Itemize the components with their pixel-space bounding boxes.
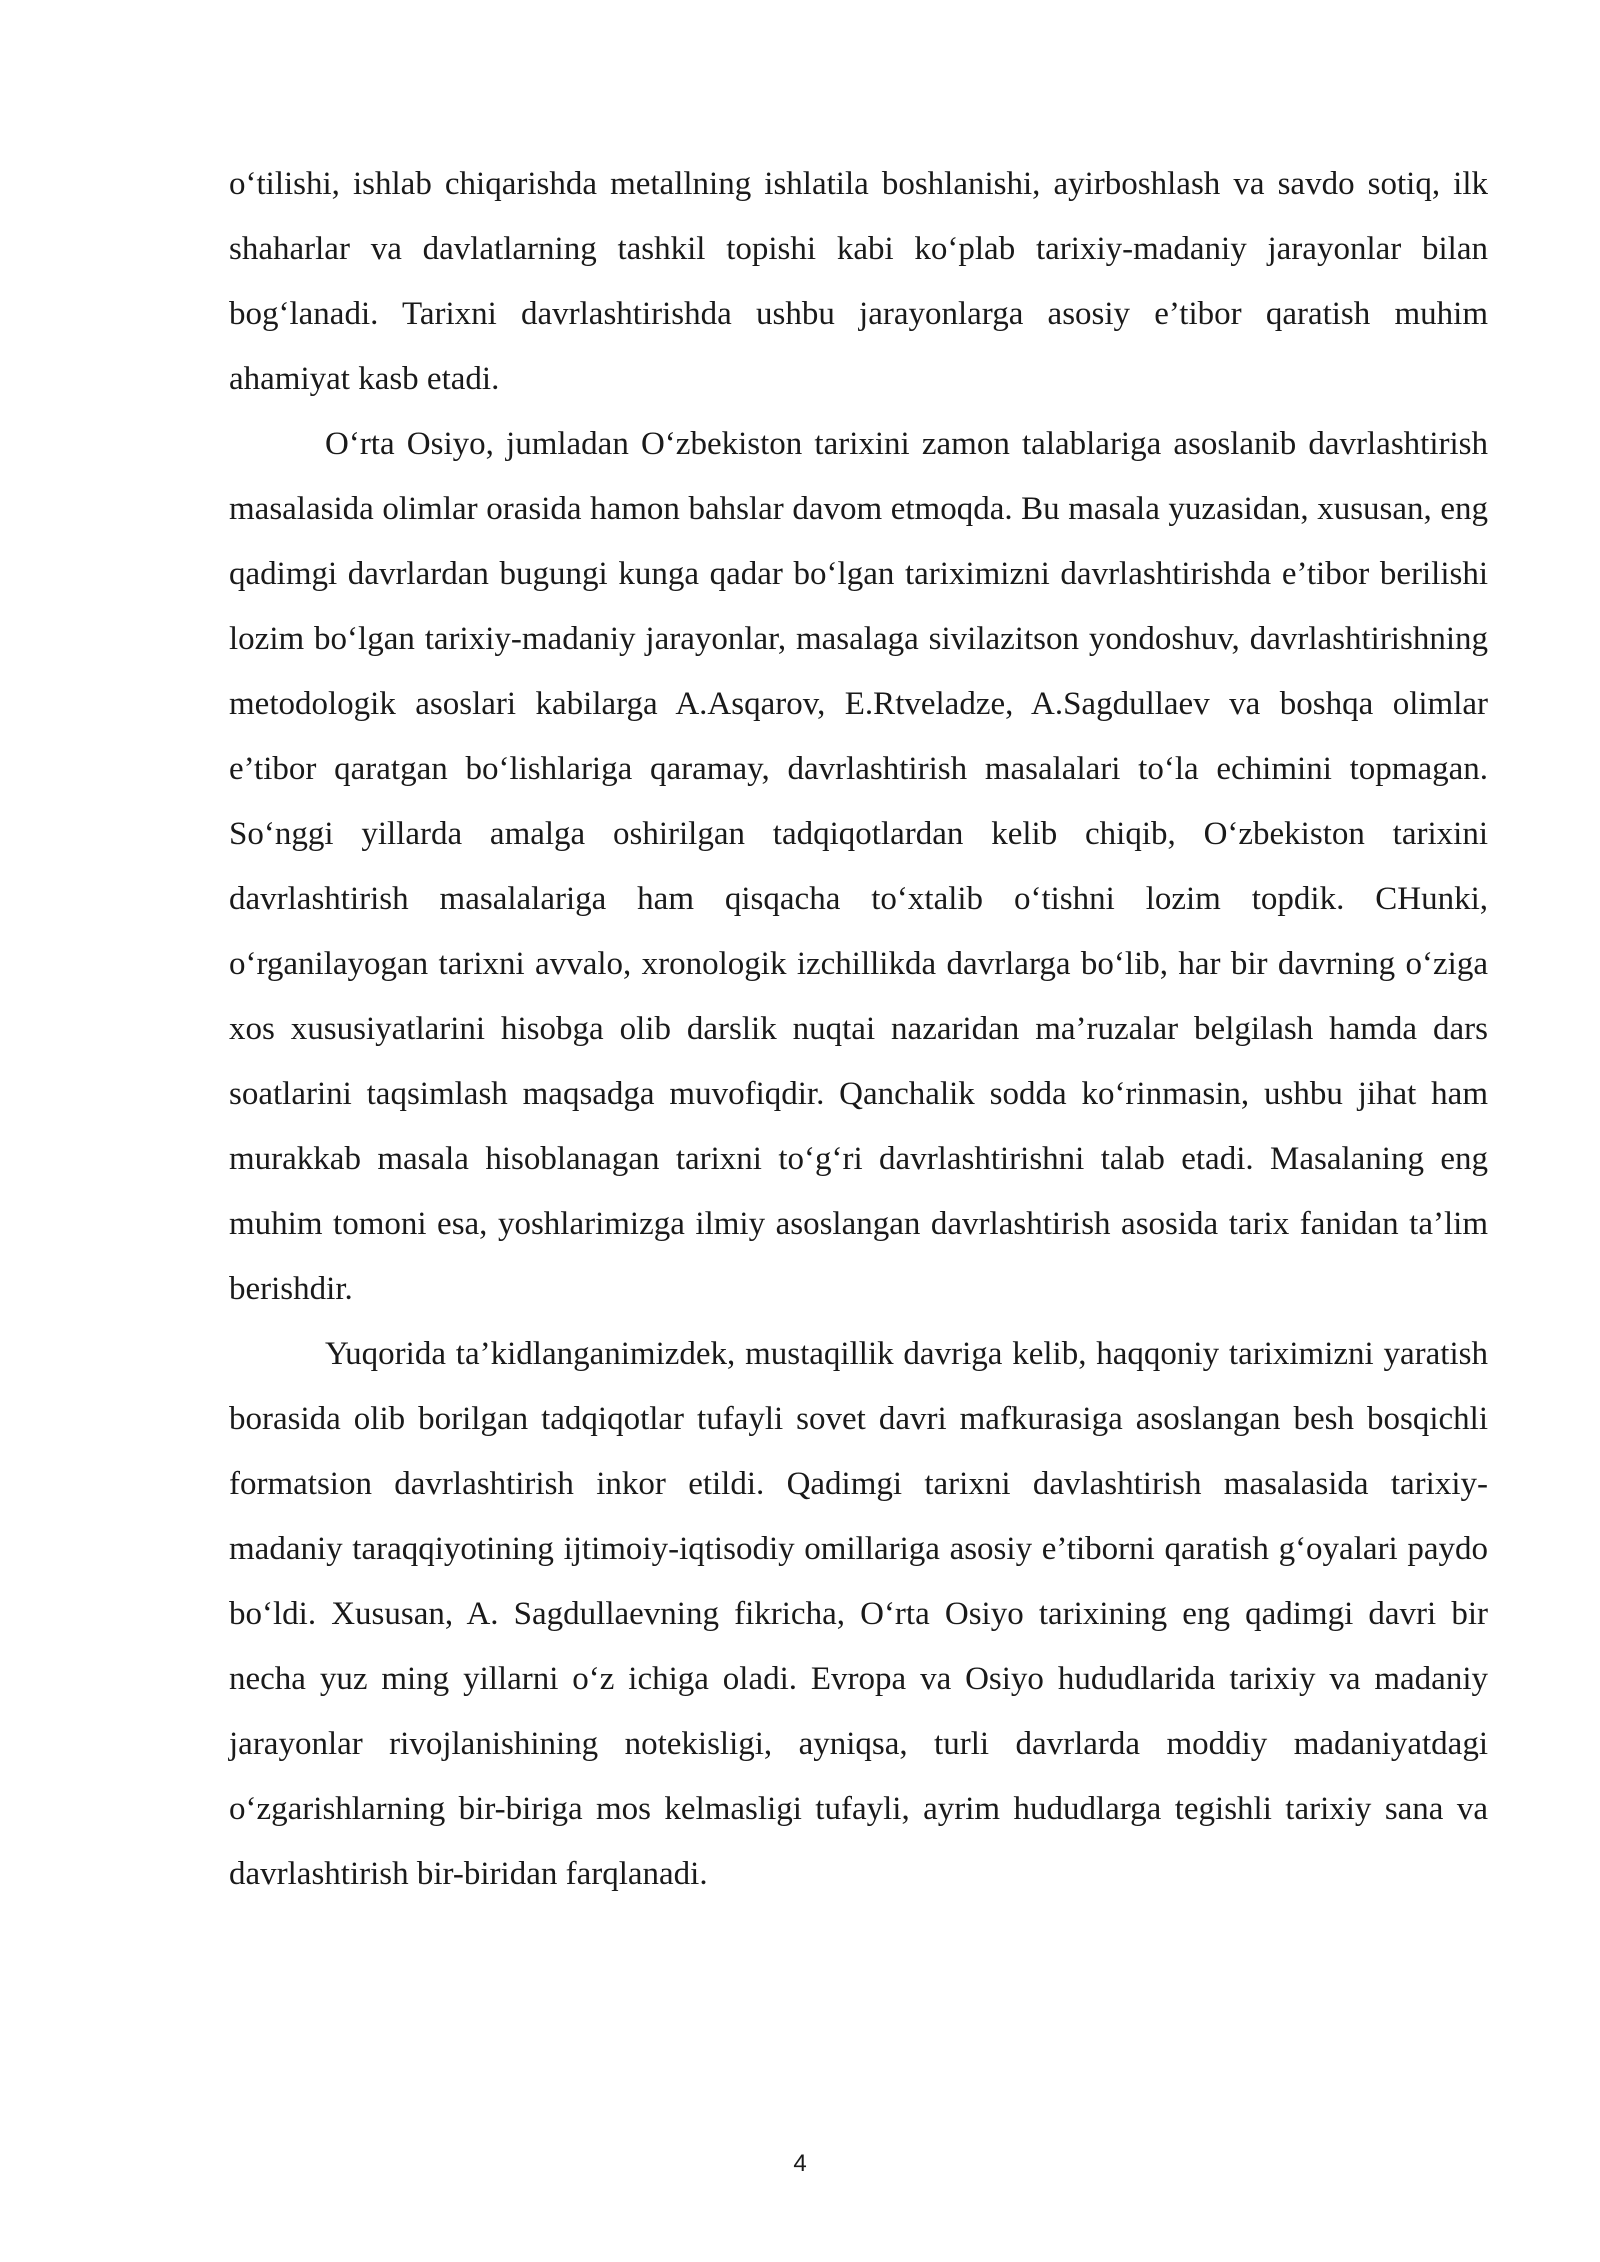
paragraph-periodization-debate: O‘rta Osiyo, jumladan O‘zbekiston tarixini zamon talablariga asoslanib davrlashtirish masalasida olimlar orasida hamon bahslar davom etmoqda. Bu masala yuzasidan, xususan, eng qadimgi davrlardan bugungi kunga qadar bo‘lgan tariximizni davrlashtirishda e’tibor berilishi lozim bo‘lgan tarixiy-madaniy jarayonlar, masalaga sivilazitson yondoshuv, davrlashtirishning metodologik asoslari kabilarga A.Asqarov, E.Rtveladze, A.Sagdullaev va boshqa olimlar e’tibor qaratgan bo‘lishlariga qaramay, davrlashtirish masalalari to‘la echimini topmagan. So‘nggi yillarda amalga oshirilgan tadqiqotlardan kelib chiqib, O‘zbekiston tarixini davrlashtirish masalalariga ham qisqacha to‘xtalib o‘tishni lozim topdik. CHunki, o‘rganilayogan tarixni avvalo, xronologik izchillikda davrlarga bo‘lib, har bir davrning o‘ziga xos xususiyatlarini hisobga olib darslik nuqtai nazaridan ma’ruzalar belgilash hamda dars soatlarini taqsimlash maqsadga muvofiqdir. Qanchalik sodda ko‘rinmasin, ushbu jihat ham murakkab masala hisoblanagan tarixni to‘g‘ri davrlashtirishni talab etadi. Masalaning eng muhim tomoni esa, yoshlarimizga ilmiy asoslangan davrlashtirish asosida tarix fanidan ta’lim berishdir. (229, 426, 1488, 1307)
page-number: 4 (793, 2150, 807, 2177)
paragraph-continuation: o‘tilishi, ishlab chiqarishda metallning ishlatila boshlanishi, ayirboshlash va savdo sotiq, ilk shaharlar va davlatlarning tashkil topishi kabi ko‘plab tarixiy-madaniy jarayonlar bilan bog‘lanadi. Tarixni davrlashtirishda ushbu jarayonlarga asosiy e’tibor qaratish muhim ahamiyat kasb etadi. (229, 166, 1488, 397)
paragraph-independence-research: Yuqorida ta’kidlanganimizdek, mustaqillik davriga kelib, haqqoniy tariximizni yaratish borasida olib borilgan tadqiqotlar tufayli sovet davri mafkurasiga asoslangan besh bosqichli formatsion davrlashtirish inkor etildi. Qadimgi tarixni davlashtirish masalasida tarixiy-madaniy taraqqiyotining ijtimoiy-iqtisodiy omillariga asosiy e’tiborni qaratish g‘oyalari paydo bo‘ldi. Xususan, A. Sagdullaevning fikricha, O‘rta Osiyo tarixining eng qadimgi davri bir necha yuz ming yillarni o‘z ichiga oladi. Evropa va Osiyo hududlarida tarixiy va madaniy jarayonlar rivojlanishining notekisligi, ayniqsa, turli davrlarda moddiy madaniyatdagi o‘zgarishlarning bir-biriga mos kelmasligi tufayli, ayrim hududlarga tegishli tarixiy sana va davrlashtirish bir-biridan farqlanadi. (229, 1336, 1488, 1892)
body-text (229, 152, 1488, 1907)
